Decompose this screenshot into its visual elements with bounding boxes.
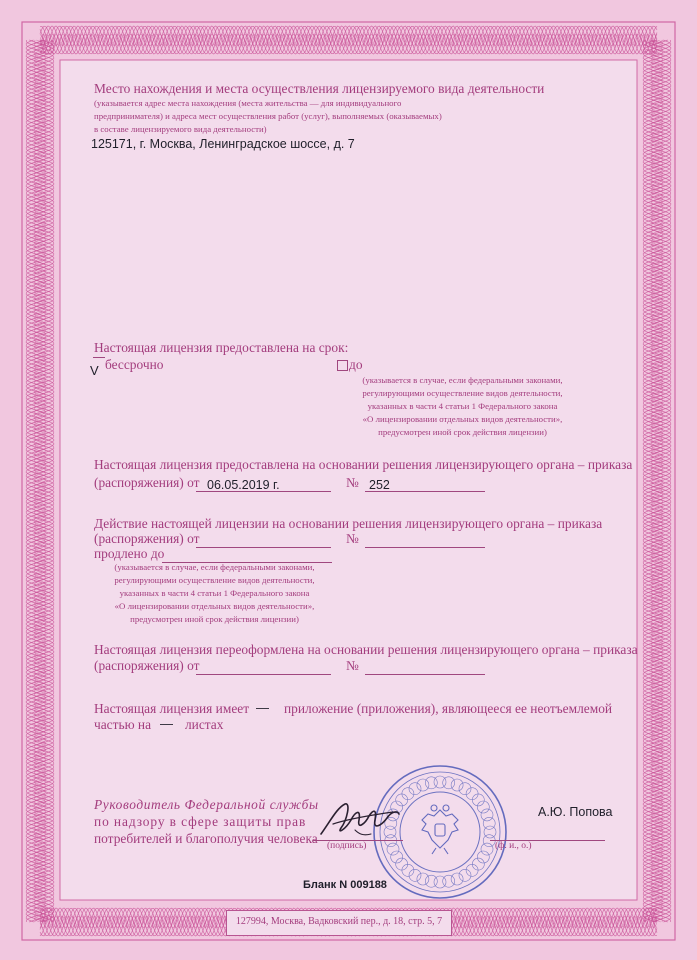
appendix-line-2-suffix: листах [185, 717, 224, 732]
term-note-3: указанных в части 4 статьи 1 Федерального закона [367, 401, 558, 411]
term-note-2: регулирующими осуществление видов деятельности, [362, 388, 563, 398]
extension-note-3: указанных в части 4 статьи 1 Федерального закона [119, 588, 310, 598]
extension-note-1: (указывается в случае, если федеральными законами, [114, 562, 315, 572]
signatory-line-3: потребителей и благополучия человека [94, 831, 318, 846]
term-until: до [349, 357, 363, 372]
blank-number: Бланк N 009188 [303, 879, 387, 891]
term-note-4: «О лицензировании отдельных видов деятельности», [362, 414, 563, 424]
footer-printer: 127994, Москва, Вадковский пер., д. 18, стр. 5, 7 [235, 916, 443, 927]
term-check-mark: V [90, 363, 99, 378]
term-note-5: предусмотрен иной срок действия лицензии) [378, 427, 547, 437]
eagle-emblem-icon [422, 805, 458, 854]
extension-line-1: Действие настоящей лицензии на основании решения лицензирующего органа – приказа [94, 516, 603, 531]
extension-note-2: регулирующими осуществление видов деятельности, [114, 575, 315, 585]
sheets-count: — [160, 716, 173, 731]
until-checkbox [337, 360, 348, 371]
name-caption: (ф. и., о.) [495, 841, 532, 851]
basis-no-label: № [346, 475, 359, 490]
appendix-count: — [256, 700, 269, 715]
appendix-line-2-prefix: частью на [94, 717, 152, 732]
term-note-1: (указывается в случае, если федеральными законами, [362, 375, 563, 385]
extension-line-2-prefix: (распоряжения) от [94, 531, 200, 546]
location-address: 125171, г. Москва, Ленинградское шоссе, д. 7 [91, 137, 355, 151]
basis-number: 252 [369, 478, 390, 492]
term-indefinite: бессрочно [105, 357, 164, 372]
basis-line-1: Настоящая лицензия предоставлена на основании решения лицензирующего органа – приказа [94, 457, 633, 472]
location-hint-1: (указывается адрес места нахождения (места жительства — для индивидуального [94, 98, 402, 108]
extension-until: продлено до [94, 546, 165, 561]
extension-no-label: № [346, 531, 359, 546]
appendix-line-1-prefix: Настоящая лицензия имеет [94, 701, 250, 716]
basis-date: 06.05.2019 г. [207, 478, 280, 492]
term-label: Настоящая лицензия предоставлена на срок: [94, 340, 349, 355]
appendix-line-1-suffix: приложение (приложения), являющееся ее неотъемлемой [284, 701, 613, 716]
signatory-name: А.Ю. Попова [538, 805, 613, 819]
extension-note-4: «О лицензировании отдельных видов деятельности», [114, 601, 315, 611]
location-hint-3: в составе лицензируемого вида деятельности) [94, 124, 267, 134]
reissue-line-1: Настоящая лицензия переоформлена на основании решения лицензирующего органа – приказа [94, 642, 638, 657]
basis-line-2-prefix: (распоряжения) от [94, 475, 200, 490]
reissue-no-label: № [346, 658, 359, 673]
extension-note-5: предусмотрен иной срок действия лицензии) [130, 614, 299, 624]
location-title: Место нахождения и места осуществления лицензируемого вида деятельности [94, 81, 545, 96]
signatory-line-1: Руководитель Федеральной службы [94, 797, 319, 812]
reissue-line-2-prefix: (распоряжения) от [94, 658, 200, 673]
signatory-line-2: по надзору в сфере защиты прав [94, 814, 307, 829]
indefinite-checkbox [93, 357, 105, 358]
location-hint-2: предпринимателя) и адреса мест осуществления работ (услуг), выполняемых (оказываемых) [94, 111, 442, 121]
signature-caption: (подпись) [327, 841, 367, 851]
